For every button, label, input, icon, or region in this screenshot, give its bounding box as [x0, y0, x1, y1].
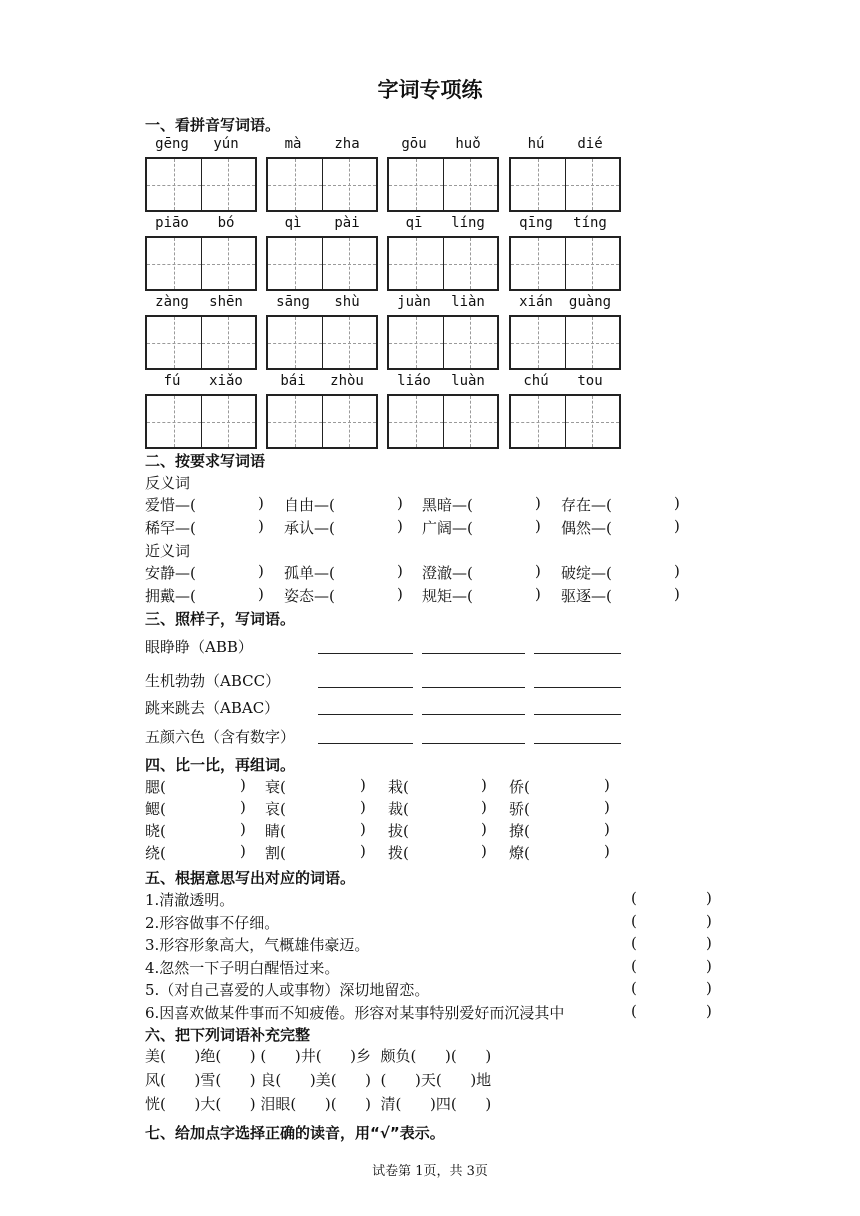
answer-open-paren: (: [631, 1002, 637, 1020]
antonyms-item: 偶然—(: [561, 519, 612, 537]
writing-boxes: [266, 157, 378, 212]
writing-cell[interactable]: [443, 317, 498, 368]
writing-cell[interactable]: [322, 159, 377, 210]
compare-close-paren: ): [240, 798, 246, 816]
synonyms-close-paren: ): [258, 562, 264, 580]
pinyin-syllable: líng: [451, 215, 485, 231]
answer-close-paren: ): [706, 979, 712, 998]
pinyin-syllable: shēn: [209, 294, 243, 310]
writing-cell[interactable]: [268, 396, 322, 447]
writing-cell[interactable]: [511, 159, 565, 210]
writing-boxes: [509, 394, 621, 449]
pinyin-syllable: xián: [519, 294, 553, 310]
writing-boxes: [266, 394, 378, 449]
antonyms-item: 自由—(: [284, 496, 335, 514]
answer-blank[interactable]: [318, 653, 413, 654]
compare-item: 腮(: [145, 778, 166, 796]
writing-cell[interactable]: [443, 159, 498, 210]
meaning-item: 6.因喜欢做某件事而不知疲倦。形容对某事特别爱好而沉浸其中: [145, 1004, 565, 1022]
pinyin-syllable: luàn: [451, 373, 485, 389]
writing-cell[interactable]: [389, 396, 443, 447]
writing-cell[interactable]: [147, 396, 201, 447]
pinyin-syllable: qī: [405, 215, 423, 231]
compare-item: 燎(: [509, 844, 530, 862]
compare-item: 骄(: [509, 800, 530, 818]
compare-close-paren: ): [240, 776, 246, 794]
answer-open-paren: (: [631, 956, 637, 975]
section-4-heading: 四、比一比，再组词。: [145, 756, 296, 774]
antonyms-close-paren: ): [258, 517, 264, 535]
compare-item: 绕(: [145, 844, 166, 862]
pinyin-syllable: gōu: [401, 136, 427, 152]
writing-cell[interactable]: [511, 396, 565, 447]
pinyin-syllable: tíng: [573, 215, 607, 231]
idiom-line: 美( )绝( ) ( )井( )乡 颇负( )( ): [145, 1047, 492, 1065]
idiom-line: 风( )雪( ) 良( )美( ) ( )天( )地: [145, 1071, 492, 1089]
writing-boxes: [509, 157, 621, 212]
synonyms-item: 澄澈—(: [422, 564, 473, 582]
pinyin-syllable: bái: [280, 373, 306, 389]
pinyin-syllable: pài: [334, 215, 360, 231]
answer-blank[interactable]: [534, 743, 621, 744]
pinyin-syllable: qì: [284, 215, 302, 231]
pattern-label: 五颜六色（含有数字）: [145, 728, 296, 746]
synonyms-item: 姿态—(: [284, 587, 335, 605]
synonyms-close-paren: ): [535, 562, 541, 580]
writing-cell[interactable]: [201, 159, 256, 210]
meaning-item: 2.形容做事不仔细。: [145, 913, 280, 932]
pinyin-syllable: dié: [577, 136, 603, 152]
pinyin-syllable: chú: [523, 373, 549, 389]
pinyin-syllable: gēng: [155, 136, 189, 152]
compare-close-paren: ): [604, 842, 610, 860]
writing-cell[interactable]: [147, 238, 201, 289]
pinyin-syllable: piāo: [155, 215, 189, 231]
pinyin-syllable: bó: [217, 215, 235, 231]
writing-boxes: [145, 236, 257, 291]
pinyin-syllable: juàn: [397, 294, 431, 310]
synonyms-item: 驱逐—(: [561, 587, 612, 605]
answer-blank[interactable]: [422, 743, 525, 744]
compare-item: 拨(: [388, 844, 409, 862]
compare-item: 撩(: [509, 822, 530, 840]
synonyms-item: 拥戴—(: [145, 587, 196, 605]
antonyms-close-paren: ): [674, 494, 680, 512]
meaning-item: 3.形容形象高大，气概雄伟豪迈。: [145, 936, 370, 955]
writing-cell[interactable]: [389, 238, 443, 289]
pinyin-syllable: liáo: [397, 373, 431, 389]
pinyin-syllable: shù: [334, 294, 360, 310]
writing-cell[interactable]: [147, 317, 201, 368]
writing-boxes: [509, 236, 621, 291]
section-1-heading: 一、看拼音写词语。: [145, 116, 281, 134]
compare-close-paren: ): [604, 820, 610, 838]
answer-blank[interactable]: [534, 653, 621, 654]
writing-boxes: [266, 315, 378, 370]
writing-cell[interactable]: [511, 238, 565, 289]
answer-close-paren: ): [706, 956, 712, 975]
compare-item: 割(: [265, 844, 286, 862]
writing-cell[interactable]: [201, 396, 256, 447]
writing-cell[interactable]: [322, 317, 377, 368]
antonyms-item: 存在—(: [561, 496, 612, 514]
writing-cell[interactable]: [268, 159, 322, 210]
antonyms-close-paren: ): [535, 517, 541, 535]
compare-item: 衰(: [265, 778, 286, 796]
writing-cell[interactable]: [201, 317, 256, 368]
writing-cell[interactable]: [565, 317, 620, 368]
synonyms-close-paren: ): [397, 562, 403, 580]
answer-blank[interactable]: [422, 653, 525, 654]
writing-cell[interactable]: [322, 396, 377, 447]
antonyms-item: 黑暗—(: [422, 496, 473, 514]
answer-blank[interactable]: [318, 743, 413, 744]
compare-item: 鳃(: [145, 800, 166, 818]
pinyin-syllable: tou: [577, 373, 603, 389]
pattern-label: 跳来跳去（ABAC）: [145, 699, 280, 717]
pinyin-syllable: qīng: [519, 215, 553, 231]
antonyms-close-paren: ): [397, 517, 403, 535]
compare-close-paren: ): [481, 798, 487, 816]
synonyms-close-paren: ): [535, 585, 541, 603]
pinyin-syllable: mà: [284, 136, 302, 152]
writing-cell[interactable]: [268, 317, 322, 368]
pinyin-syllable: zàng: [155, 294, 189, 310]
meaning-item: 4.忽然一下子明白醒悟过来。: [145, 958, 340, 977]
compare-close-paren: ): [604, 798, 610, 816]
section-6-heading: 六、把下列词语补充完整: [145, 1026, 311, 1044]
antonyms-close-paren: ): [397, 494, 403, 512]
antonyms-item: 承认—(: [284, 519, 335, 537]
compare-item: 拔(: [388, 822, 409, 840]
writing-cell[interactable]: [565, 238, 620, 289]
compare-close-paren: ): [481, 820, 487, 838]
idiom-line: 恍( )大( ) 泪眼( )( ) 清( )四( ): [145, 1095, 492, 1113]
writing-cell[interactable]: [443, 396, 498, 447]
answer-blank[interactable]: [318, 687, 413, 688]
writing-cell[interactable]: [389, 159, 443, 210]
compare-close-paren: ): [604, 776, 610, 794]
compare-item: 睛(: [265, 822, 286, 840]
section-3-heading: 三、照样子，写词语。: [145, 610, 296, 628]
writing-cell[interactable]: [389, 317, 443, 368]
synonyms-item: 安静—(: [145, 564, 196, 582]
antonyms-close-paren: ): [674, 517, 680, 535]
page-title: 字词专项练: [377, 78, 483, 102]
answer-close-paren: ): [706, 1002, 712, 1020]
writing-cell[interactable]: [511, 317, 565, 368]
page-footer: 试卷第 1页，共 3页: [372, 1164, 488, 1179]
answer-blank[interactable]: [422, 687, 525, 688]
answer-open-paren: (: [631, 979, 637, 998]
writing-cell[interactable]: [268, 238, 322, 289]
writing-cell[interactable]: [565, 396, 620, 447]
compare-close-paren: ): [481, 776, 487, 794]
compare-close-paren: ): [360, 820, 366, 838]
pattern-label: 生机勃勃（ABCC）: [145, 672, 281, 690]
writing-cell[interactable]: [565, 159, 620, 210]
synonyms-close-paren: ): [674, 585, 680, 603]
writing-boxes: [266, 236, 378, 291]
compare-item: 裁(: [388, 800, 409, 818]
pinyin-syllable: yún: [213, 136, 239, 152]
writing-boxes: [145, 315, 257, 370]
pinyin-syllable: liàn: [451, 294, 485, 310]
antonyms-item: 广阔—(: [422, 519, 473, 537]
writing-boxes: [387, 236, 499, 291]
antonyms-close-paren: ): [535, 494, 541, 512]
answer-open-paren: (: [631, 911, 637, 930]
antonyms-close-paren: ): [258, 494, 264, 512]
answer-open-paren: (: [631, 889, 637, 907]
meaning-item: 5.（对自己喜爱的人或事物）深切地留恋。: [145, 981, 430, 1000]
answer-close-paren: ): [706, 911, 712, 930]
compare-close-paren: ): [240, 820, 246, 838]
compare-close-paren: ): [481, 842, 487, 860]
synonyms-close-paren: ): [397, 585, 403, 603]
compare-item: 栽(: [388, 778, 409, 796]
answer-open-paren: (: [631, 934, 637, 953]
writing-boxes: [145, 157, 257, 212]
synonyms-item: 破绽—(: [561, 564, 612, 582]
pattern-label: 眼睁睁（ABB）: [145, 638, 253, 656]
synonyms-close-paren: ): [258, 585, 264, 603]
pinyin-syllable: guàng: [568, 294, 612, 310]
answer-blank[interactable]: [422, 714, 525, 715]
writing-cell[interactable]: [147, 159, 201, 210]
writing-cell[interactable]: [322, 238, 377, 289]
section-7-heading: 七、给加点字选择正确的读音，用“√”表示。: [145, 1124, 445, 1142]
meaning-item: 1.清澈透明。: [145, 891, 235, 909]
writing-boxes: [145, 394, 257, 449]
pinyin-syllable: xiǎo: [209, 373, 243, 389]
writing-cell[interactable]: [443, 238, 498, 289]
writing-boxes: [387, 157, 499, 212]
pinyin-syllable: zha: [334, 136, 360, 152]
answer-blank[interactable]: [534, 714, 621, 715]
compare-close-paren: ): [360, 798, 366, 816]
answer-blank[interactable]: [534, 687, 621, 688]
antonym-label: 反义词: [145, 474, 191, 492]
compare-item: 晓(: [145, 822, 166, 840]
section-2-heading: 二、按要求写词语: [145, 452, 266, 470]
pinyin-syllable: zhòu: [330, 373, 364, 389]
compare-item: 侨(: [509, 778, 530, 796]
section-5-heading: 五、根据意思写出对应的词语。: [145, 869, 356, 887]
antonyms-item: 爱惜—(: [145, 496, 196, 514]
answer-close-paren: ): [706, 934, 712, 953]
pinyin-syllable: huǒ: [455, 136, 481, 152]
synonyms-item: 规矩—(: [422, 587, 473, 605]
synonym-label: 近义词: [145, 542, 191, 560]
pinyin-syllable: fú: [163, 373, 181, 389]
synonyms-item: 孤单—(: [284, 564, 335, 582]
compare-close-paren: ): [360, 776, 366, 794]
compare-close-paren: ): [240, 842, 246, 860]
antonyms-item: 稀罕—(: [145, 519, 196, 537]
pinyin-syllable: sāng: [276, 294, 310, 310]
writing-boxes: [387, 315, 499, 370]
synonyms-close-paren: ): [674, 562, 680, 580]
writing-boxes: [509, 315, 621, 370]
compare-item: 哀(: [265, 800, 286, 818]
compare-close-paren: ): [360, 842, 366, 860]
writing-boxes: [387, 394, 499, 449]
answer-close-paren: ): [706, 889, 712, 907]
pinyin-syllable: hú: [527, 136, 545, 152]
answer-blank[interactable]: [318, 714, 413, 715]
writing-cell[interactable]: [201, 238, 256, 289]
